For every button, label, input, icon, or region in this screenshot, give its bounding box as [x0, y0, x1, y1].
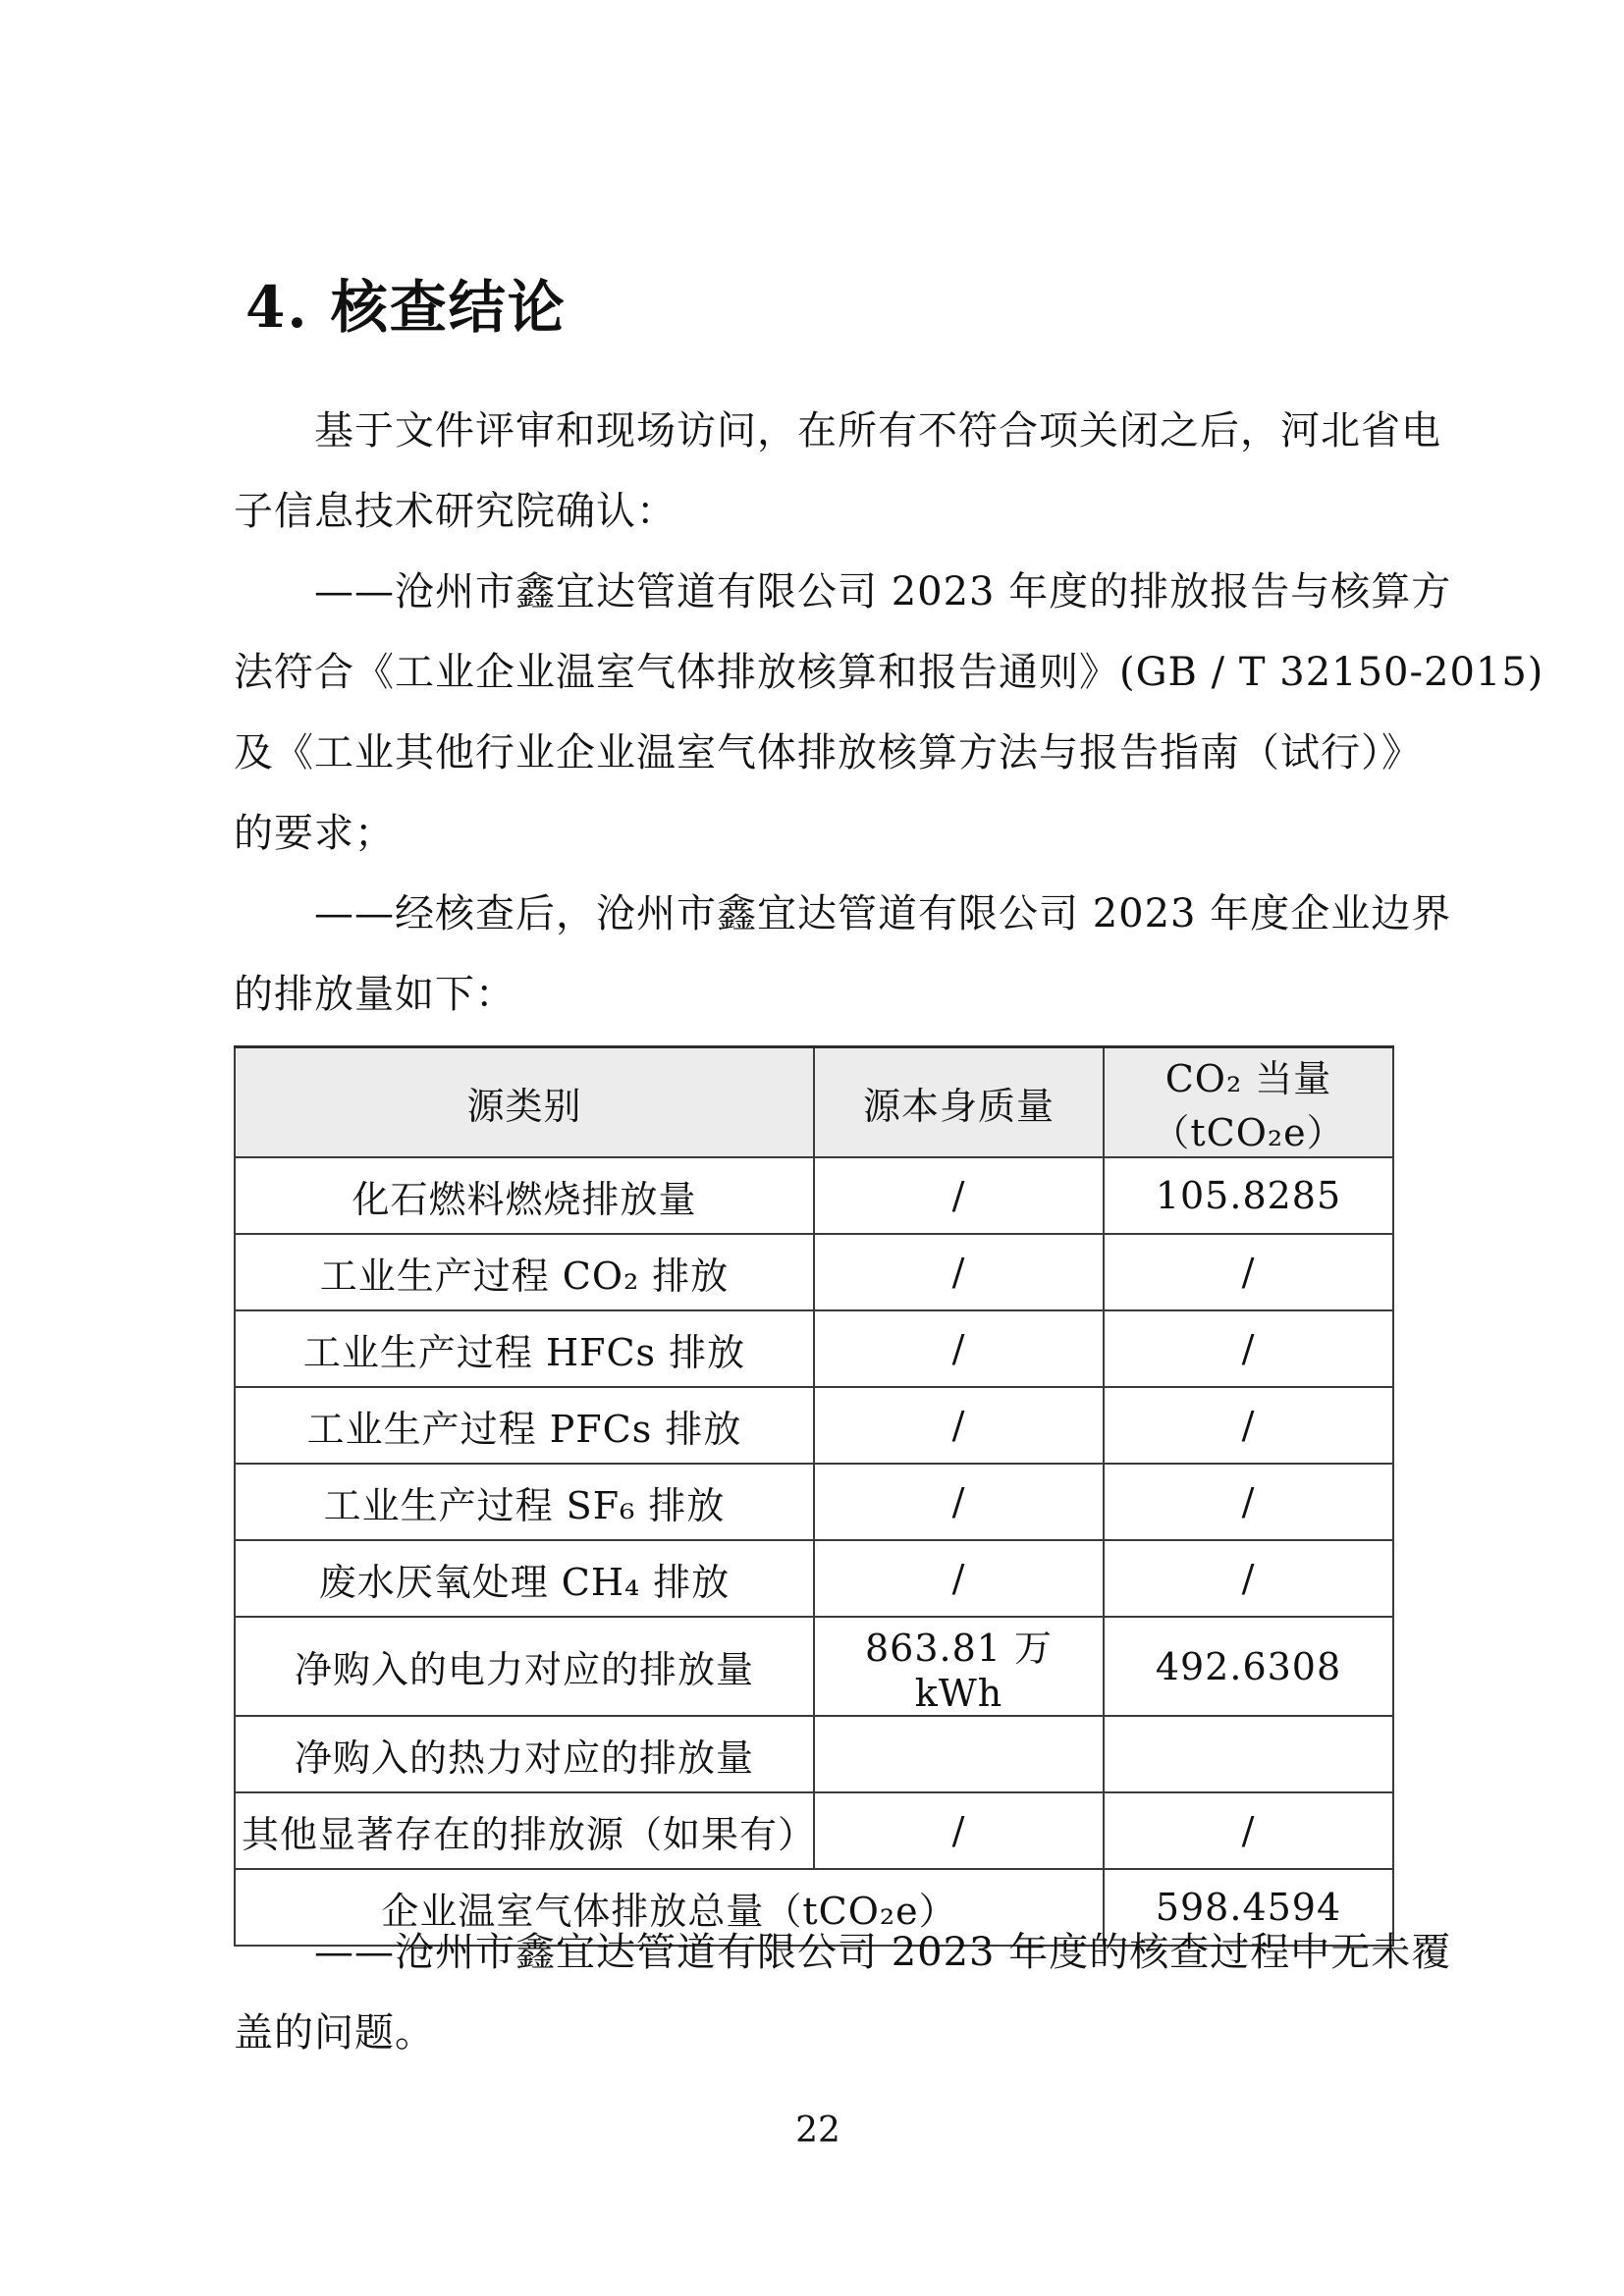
cell-source-label: 其他显著存在的排放源（如果有） [235, 1792, 814, 1869]
cell-co2e: / [1104, 1464, 1393, 1540]
col-header-co2-equivalent: CO₂ 当量（tCO₂e） [1104, 1047, 1393, 1158]
cell-source-label: 化石燃料燃烧排放量 [235, 1157, 814, 1234]
table-header-row [235, 1047, 1393, 1158]
table-row [235, 1157, 1393, 1234]
col-header-source-category: 源类别 [235, 1047, 814, 1158]
total-label-cell: 企业温室气体排放总量（tCO₂e） [235, 1869, 1104, 1946]
table-row [235, 1310, 1393, 1387]
cell-co2e: 105.8285 [1104, 1157, 1393, 1234]
cell-source-label: 工业生产过程 HFCs 排放 [235, 1310, 814, 1387]
cell-source-label: 工业生产过程 PFCs 排放 [235, 1387, 814, 1464]
paragraph-line: 子信息技术研究院确认： [234, 489, 677, 534]
cell-co2e: / [1104, 1387, 1393, 1464]
cell-source-mass: / [814, 1540, 1104, 1617]
cell-source-mass: / [814, 1464, 1104, 1540]
total-value-cell: 598.4594 [1104, 1869, 1393, 1946]
col-header-source-mass: 源本身质量 [814, 1047, 1104, 1158]
paragraph-line: 盖的问题。 [234, 2010, 435, 2056]
body-text-lower [234, 1912, 1452, 2073]
body-text-upper [234, 391, 1544, 1035]
page-number: 22 [795, 2110, 840, 2151]
paragraph-line: 基于文件评审和现场访问，在所有不符合项关闭之后，河北省电 [314, 408, 1441, 454]
paragraph-line: ——经核查后，沧州市鑫宜达管道有限公司 2023 年度企业边界 [314, 891, 1452, 936]
emissions-summary-table [234, 1045, 1394, 1947]
cell-co2e: / [1104, 1540, 1393, 1617]
paragraph-line: ——沧州市鑫宜达管道有限公司 2023 年度的排放报告与核算方 [314, 569, 1452, 614]
cell-source-label: 工业生产过程 CO₂ 排放 [235, 1234, 814, 1310]
table-row [235, 1387, 1393, 1464]
cell-co2e [1104, 1716, 1393, 1792]
paragraph-line: 的排放量如下： [234, 972, 515, 1017]
paragraph-line: 的要求； [234, 811, 395, 856]
cell-source-mass [814, 1716, 1104, 1792]
cell-source-mass: / [814, 1792, 1104, 1869]
cell-source-mass: / [814, 1234, 1104, 1310]
table-row [235, 1234, 1393, 1310]
cell-source-mass: / [814, 1387, 1104, 1464]
cell-source-mass: 863.81 万 kWh [814, 1617, 1104, 1716]
cell-co2e: / [1104, 1310, 1393, 1387]
cell-co2e: / [1104, 1234, 1393, 1310]
cell-co2e: / [1104, 1792, 1393, 1869]
paragraph-line: 法符合《工业企业温室气体排放核算和报告通则》(GB / T 32150-2015) [234, 650, 1544, 695]
cell-source-label: 净购入的电力对应的排放量 [235, 1617, 814, 1716]
table-row [235, 1464, 1393, 1540]
paragraph-line: 及《工业其他行业企业温室气体排放核算方法与报告指南（试行）》 [234, 730, 1422, 775]
cell-source-label: 废水厌氧处理 CH₄ 排放 [235, 1540, 814, 1617]
cell-source-mass: / [814, 1157, 1104, 1234]
table-row [235, 1716, 1393, 1792]
table-row [235, 1617, 1393, 1716]
cell-co2e: 492.6308 [1104, 1617, 1393, 1716]
paragraph-line: ——沧州市鑫宜达管道有限公司 2023 年度的核查过程中无未覆 [314, 1930, 1452, 1975]
cell-source-label: 工业生产过程 SF₆ 排放 [235, 1464, 814, 1540]
section-heading: 4. 核查结论 [245, 274, 567, 341]
cell-source-mass: / [814, 1310, 1104, 1387]
cell-source-label: 净购入的热力对应的排放量 [235, 1716, 814, 1792]
table-row [235, 1792, 1393, 1869]
table-row [235, 1540, 1393, 1617]
